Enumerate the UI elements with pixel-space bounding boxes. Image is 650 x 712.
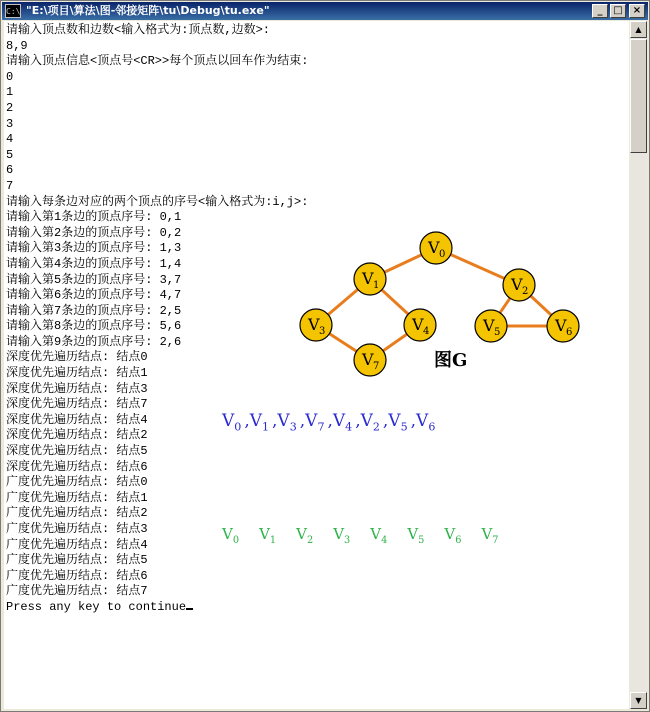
bfs-order-item: $V_7$: [481, 525, 499, 546]
bfs-order-item: $V_6$: [444, 525, 462, 546]
console-line: 深度优先遍历结点: 结点2: [6, 428, 148, 443]
svg-text:V: V: [483, 316, 495, 335]
svg-text:V: V: [511, 275, 523, 294]
console-line: 请输入第8条边的顶点序号: 5,6: [6, 319, 182, 334]
graph-diagram: [4, 21, 629, 709]
console-line: 深度优先遍历结点: 结点1: [6, 366, 148, 381]
console-line: 请输入第5条边的顶点序号: 3,7: [6, 272, 182, 287]
console-line: 请输入顶点信息<顶点号<CR>>每个顶点以回车作为结束:: [6, 54, 309, 69]
graph-node: [404, 309, 436, 341]
svg-text:4: 4: [423, 326, 430, 337]
console-line: 请输入第9条边的顶点序号: 2,6: [6, 334, 182, 349]
console-line: 请输入第4条边的顶点序号: 1,4: [6, 256, 182, 271]
console-line: 广度优先遍历结点: 结点3: [6, 522, 148, 536]
dfs-order-item: $,V_6$: [410, 411, 436, 434]
graph-title: 图G: [434, 350, 468, 371]
console-line: 深度优先遍历结点: 结点6: [6, 459, 148, 474]
close-button[interactable]: ×: [629, 4, 645, 18]
svg-text:5: 5: [494, 327, 501, 338]
dfs-order-sequence: [222, 411, 438, 433]
window-title: "E:\项目\算法\图-邻接矩阵\tu\Debug\tu.exe": [26, 4, 270, 17]
console-line: 请输入第7条边的顶点序号: 2,5: [6, 303, 182, 318]
svg-text:V: V: [308, 315, 320, 334]
scroll-down-arrow-icon[interactable]: ▼: [630, 692, 647, 709]
console-line: 7: [6, 178, 14, 193]
console-line: 6: [6, 163, 14, 178]
console-line: 广度优先遍历结点: 结点0: [6, 475, 148, 490]
minimize-button[interactable]: _: [592, 4, 608, 18]
dfs-order-item: $V_0$: [222, 411, 242, 434]
console-line: 广度优先遍历结点: 结点4: [6, 537, 148, 552]
dfs-order-item: $,V_7$: [299, 411, 325, 434]
console-icon[interactable]: C:\: [5, 4, 21, 18]
svg-text:3: 3: [319, 326, 326, 337]
console-line: 1: [6, 85, 14, 100]
console-line: 深度优先遍历结点: 结点4: [6, 412, 148, 427]
dfs-order-item: $,V_3$: [272, 411, 297, 434]
console-line: 广度优先遍历结点: 结点1: [6, 490, 148, 505]
bfs-order-item: $V_4$: [370, 525, 388, 546]
graph-edges: [316, 248, 563, 360]
console-line: 深度优先遍历结点: 结点0: [6, 350, 148, 365]
svg-text:2: 2: [522, 286, 529, 297]
dfs-order-item: $,V_1$: [244, 411, 270, 434]
console-line: 广度优先遍历结点: 结点5: [6, 553, 148, 568]
console-line: 深度优先遍历结点: 结点7: [6, 397, 148, 412]
graph-node: [354, 263, 386, 295]
bfs-order-sequence: [222, 525, 519, 546]
dfs-order-item: $,V_5$: [382, 411, 408, 434]
svg-text:0: 0: [439, 249, 446, 260]
svg-text:V: V: [362, 269, 374, 288]
svg-text:V: V: [412, 315, 424, 334]
scroll-up-arrow-icon[interactable]: ▲: [630, 21, 647, 38]
scroll-thumb[interactable]: [630, 39, 647, 153]
vertical-scrollbar[interactable]: [630, 21, 647, 709]
console-line: 深度优先遍历结点: 结点5: [6, 444, 148, 459]
title-bar[interactable]: [2, 2, 648, 20]
console-line: 广度优先遍历结点: 结点6: [6, 568, 148, 583]
graph-node: [475, 310, 507, 342]
console-line: 0: [6, 69, 14, 84]
console-line: 请输入每条边对应的两个顶点的序号<输入格式为:i,j>:: [6, 194, 309, 209]
graph-node: [547, 310, 579, 342]
graph-node: [420, 232, 452, 264]
bfs-order-item: $V_1$: [259, 525, 277, 546]
console-line: Press any key to continue: [6, 600, 308, 616]
bfs-order-item: $V_0$: [222, 525, 240, 546]
console-line: 请输入第1条边的顶点序号: 0,1: [6, 210, 182, 225]
console-line: 5: [6, 147, 14, 162]
console-line: 请输入顶点数和边数<输入格式为:顶点数,边数>:: [6, 23, 271, 37]
console-line: 深度优先遍历结点: 结点3: [6, 381, 148, 396]
console-line: 8,9: [6, 38, 28, 53]
svg-text:V: V: [362, 350, 374, 369]
console-line: 请输入第3条边的顶点序号: 1,3: [6, 241, 182, 256]
console-line: 2: [6, 100, 14, 115]
svg-text:1: 1: [373, 280, 380, 291]
dfs-order-item: $,V_2$: [355, 411, 380, 434]
dfs-order-item: $,V_4$: [327, 411, 353, 434]
graph-node: [354, 344, 386, 376]
graph-node: [503, 269, 535, 301]
console-line: 广度优先遍历结点: 结点7: [6, 584, 148, 599]
maximize-button[interactable]: □: [610, 4, 626, 18]
console-line: 请输入第6条边的顶点序号: 4,7: [6, 288, 182, 303]
bfs-order-item: $V_3$: [333, 525, 351, 546]
svg-text:V: V: [428, 238, 440, 257]
svg-text:V: V: [555, 316, 567, 335]
console-line: 请输入第2条边的顶点序号: 0,2: [6, 225, 182, 240]
console-line: 3: [6, 116, 14, 131]
svg-text:7: 7: [373, 361, 380, 372]
graph-node: [300, 309, 332, 341]
svg-text:6: 6: [566, 327, 573, 338]
console-line: 4: [6, 132, 14, 147]
console-area[interactable]: [4, 21, 629, 709]
console-line: 广度优先遍历结点: 结点2: [6, 506, 148, 521]
bfs-order-item: $V_5$: [407, 525, 425, 546]
bfs-order-item: $V_2$: [296, 525, 314, 546]
